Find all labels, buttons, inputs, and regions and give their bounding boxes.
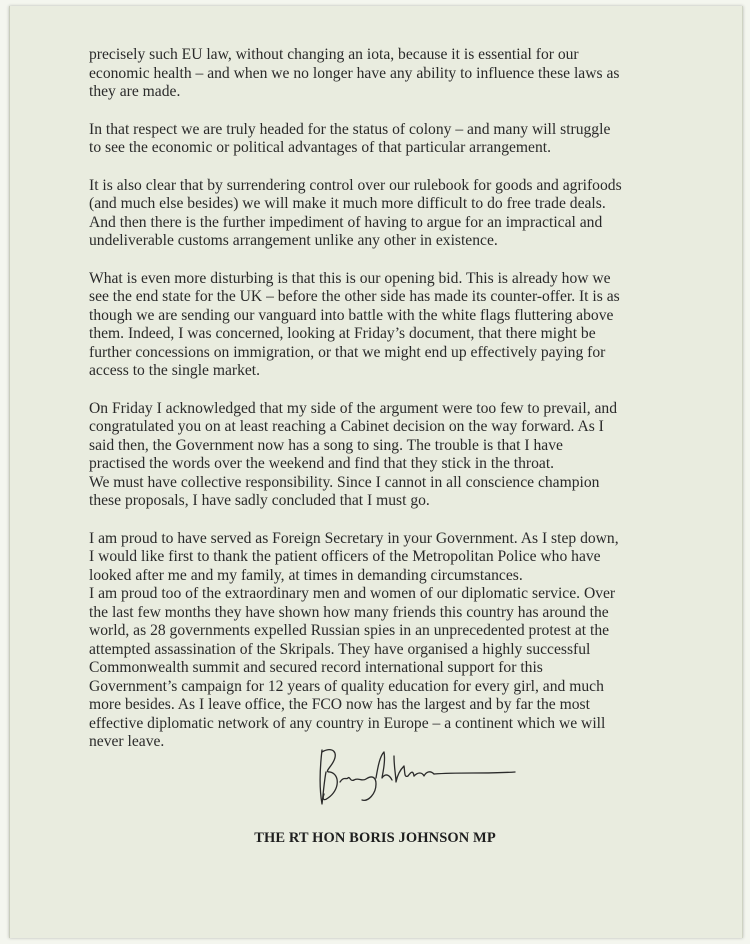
paragraph <box>89 530 669 752</box>
text-line: though we are sending our vanguard into battle with the white flags fluttering above <box>89 306 614 324</box>
text-line: access to the single market. <box>89 362 261 379</box>
text-line: undeliverable customs arrangement unlike any other in existence. <box>89 232 498 249</box>
text-line: economic health – and when we no longer have any ability to influence these laws as <box>89 64 620 82</box>
letter-body <box>89 46 669 771</box>
text-line: (and much else besides) we will make it much more difficult to do free trade deals. <box>89 195 606 212</box>
text-line: said then, the Government now has a song to sing. The trouble is that I have <box>89 436 563 454</box>
paragraph <box>89 400 669 511</box>
signatory-name: THE RT HON BORIS JOHNSON MP <box>254 830 496 846</box>
text-line: And then there is the further impediment of having to argue for an impractical and <box>89 213 603 231</box>
text-line: I am proud too of the extraordinary men and women of our diplomatic service. Over <box>89 585 616 602</box>
text-line: to see the economic or political advantages of that particular arrangement. <box>89 139 551 156</box>
text-line: On Friday I acknowledged that my side of the argument were too few to prevail, and <box>89 399 618 417</box>
text-line: Commonwealth summit and secured record international support for this <box>89 659 543 676</box>
text-line: them. Indeed, I was concerned, looking at Friday’s document, that there might be <box>89 325 596 342</box>
text-line: looked after me and my family, at times in demanding circumstances. <box>89 566 523 584</box>
paragraph <box>89 270 669 381</box>
text-line: I would like first to thank the patient officers of the Metropolitan Police who have <box>89 548 601 565</box>
text-line: the last few months they have shown how many friends this country has around the <box>89 603 609 621</box>
text-line: practised the words over the weekend and find that they stick in the throat. <box>89 455 555 472</box>
text-line: see the end state for the UK – before the other side has made its counter-offer. It is as <box>89 288 620 305</box>
text-line: In that respect we are truly headed for the status of colony – and many will struggle <box>89 120 611 138</box>
text-line: precisely such EU law, without changing an iota, because it is essential for our <box>89 46 579 63</box>
text-line: world, as 28 governments expelled Russian spies in an unprecedented protest at the <box>89 622 610 639</box>
text-line: We must have collective responsibility. Since I cannot in all conscience champion <box>89 473 600 491</box>
text-line: effective diplomatic network of any country in Europe – a continent which we will <box>89 714 606 732</box>
paragraph <box>89 121 669 158</box>
text-line: congratulated you on at least reaching a Cabinet decision on the way forward. As I <box>89 418 604 435</box>
text-line: further concessions on immigration, or that we might end up effectively paying for <box>89 343 606 361</box>
paragraph <box>89 177 669 251</box>
text-line: Government’s campaign for 12 years of quality education for every girl, and much <box>89 677 604 695</box>
text-line: attempted assassination of the Skripals. They have organised a highly successful <box>89 640 591 658</box>
paragraph <box>89 46 669 102</box>
text-line: It is also clear that by surrendering control over our rulebook for goods and agrifoods <box>89 176 622 194</box>
handwritten-signature <box>310 742 520 812</box>
text-line: these proposals, I have sadly concluded that I must go. <box>89 492 430 509</box>
text-line: I am proud to have served as Foreign Secretary in your Government. As I step down, <box>89 529 619 547</box>
text-line: What is even more disturbing is that this is our opening bid. This is already how we <box>89 269 611 287</box>
text-line: they are made. <box>89 83 181 100</box>
text-line: more besides. As I leave office, the FCO now has the largest and by far the most <box>89 696 590 713</box>
text-line: never leave. <box>89 733 165 750</box>
